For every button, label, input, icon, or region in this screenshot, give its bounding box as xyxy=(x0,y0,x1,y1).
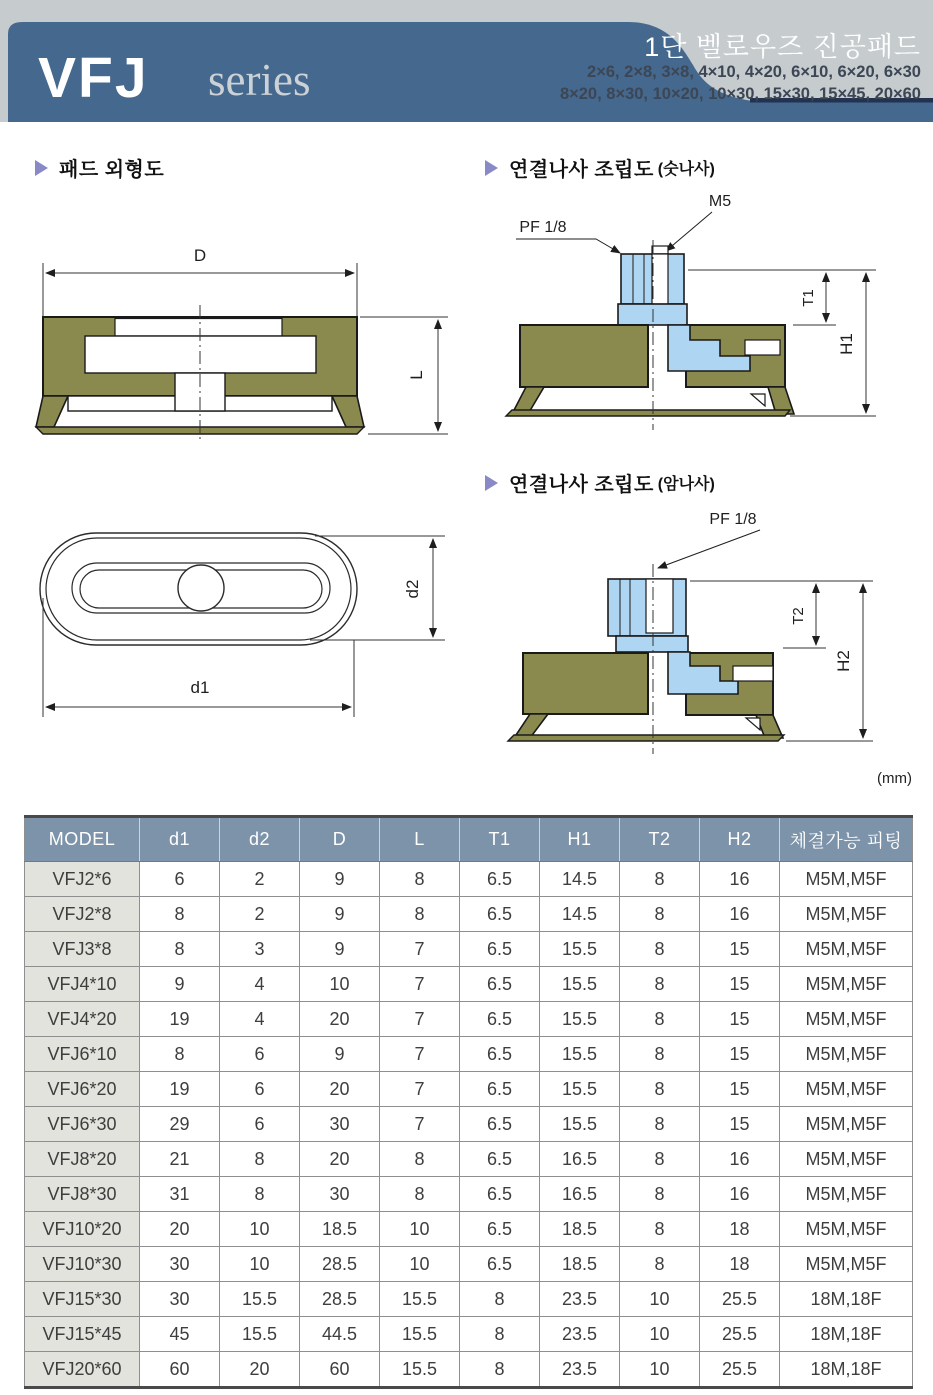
table-row xyxy=(25,1107,913,1142)
value-cell: 6.5 xyxy=(460,1212,540,1247)
table-head xyxy=(25,817,913,862)
value-cell: 15.5 xyxy=(540,1072,620,1107)
pad-bottom-view-drawing xyxy=(20,493,450,751)
value-cell: 15 xyxy=(700,1107,780,1142)
value-cell: 8 xyxy=(220,1142,300,1177)
value-cell: 45 xyxy=(140,1317,220,1352)
model-cell: VFJ8*20 xyxy=(25,1142,140,1177)
value-cell: 8 xyxy=(140,897,220,932)
table-row xyxy=(25,1247,913,1282)
value-cell: 30 xyxy=(300,1107,380,1142)
value-cell: 8 xyxy=(380,1142,460,1177)
value-cell: 8 xyxy=(140,932,220,967)
value-cell: 18 xyxy=(700,1212,780,1247)
value-cell: 10 xyxy=(380,1212,460,1247)
value-cell: 18 xyxy=(700,1247,780,1282)
value-cell: 28.5 xyxy=(300,1282,380,1317)
value-cell: 8 xyxy=(140,1037,220,1072)
value-cell: 9 xyxy=(300,897,380,932)
value-cell: 8 xyxy=(380,862,460,897)
model-cell: VFJ3*8 xyxy=(25,932,140,967)
value-cell: 20 xyxy=(300,1002,380,1037)
value-cell: 25.5 xyxy=(700,1352,780,1388)
column-header: 체결가능 피팅 xyxy=(780,817,913,862)
value-cell: 6.5 xyxy=(460,1072,540,1107)
model-cell: VFJ4*10 xyxy=(25,967,140,1002)
value-cell: 8 xyxy=(620,897,700,932)
value-cell: 2 xyxy=(220,862,300,897)
label-pf18: PF 1/8 xyxy=(519,219,567,236)
section-subtitle: (숫나사) xyxy=(657,161,715,178)
value-cell: 9 xyxy=(300,932,380,967)
value-cell: 10 xyxy=(620,1317,700,1352)
model-cell: VFJ6*30 xyxy=(25,1107,140,1142)
value-cell: 8 xyxy=(620,967,700,1002)
size-list xyxy=(560,61,921,105)
table-row xyxy=(25,1037,913,1072)
model-cell: VFJ20*60 xyxy=(25,1352,140,1388)
value-cell: 15 xyxy=(700,967,780,1002)
value-cell: 60 xyxy=(140,1352,220,1388)
dim-label-T2: T2 xyxy=(790,607,807,625)
value-cell: 8 xyxy=(620,1212,700,1247)
column-header: D xyxy=(300,817,380,862)
value-cell: 15.5 xyxy=(380,1282,460,1317)
dim-label-T1: T1 xyxy=(800,289,817,307)
value-cell: 15 xyxy=(700,932,780,967)
value-cell: 4 xyxy=(220,1002,300,1037)
value-cell: 15.5 xyxy=(380,1352,460,1388)
value-cell: M5M,M5F xyxy=(780,1037,913,1072)
value-cell: 8 xyxy=(620,932,700,967)
size-list-line2: 8×20, 8×30, 10×20, 10×30, 15×30, 15×45, 20×60 xyxy=(559,85,921,103)
series-brand: VFJ xyxy=(38,46,149,110)
value-cell: 10 xyxy=(380,1247,460,1282)
model-cell: VFJ2*8 xyxy=(25,897,140,932)
value-cell: 8 xyxy=(220,1177,300,1212)
series-brand-suffix: series xyxy=(208,55,311,105)
male-thread-assembly-drawing xyxy=(468,188,928,460)
pad-cross-section-drawing xyxy=(20,205,450,450)
value-cell: 10 xyxy=(620,1282,700,1317)
value-cell: 10 xyxy=(220,1212,300,1247)
value-cell: 16 xyxy=(700,1142,780,1177)
table-row xyxy=(25,967,913,1002)
model-cell: VFJ10*30 xyxy=(25,1247,140,1282)
value-cell: 18M,18F xyxy=(780,1317,913,1352)
value-cell: 6.5 xyxy=(460,1177,540,1212)
size-list-line1: 2×6, 2×8, 3×8, 4×10, 4×20, 6×10, 6×20, 6×30 xyxy=(587,63,921,81)
spec-table xyxy=(24,815,913,1389)
spec-table-container xyxy=(24,815,912,1389)
value-cell: 14.5 xyxy=(540,862,620,897)
units-note: (mm) xyxy=(877,770,912,787)
value-cell: 8 xyxy=(380,1177,460,1212)
value-cell: 6.5 xyxy=(460,1107,540,1142)
model-cell: VFJ6*10 xyxy=(25,1037,140,1072)
dim-label-D: D xyxy=(193,246,207,265)
value-cell: 15.5 xyxy=(540,967,620,1002)
value-cell: 8 xyxy=(620,1002,700,1037)
value-cell: 15 xyxy=(700,1037,780,1072)
value-cell: 30 xyxy=(140,1247,220,1282)
value-cell: 14.5 xyxy=(540,897,620,932)
value-cell: 8 xyxy=(620,1142,700,1177)
label-pf18: PF 1/8 xyxy=(709,511,757,528)
value-cell: 16.5 xyxy=(540,1142,620,1177)
value-cell: 23.5 xyxy=(540,1282,620,1317)
value-cell: 18M,18F xyxy=(780,1352,913,1388)
value-cell: 8 xyxy=(460,1352,540,1388)
value-cell: 28.5 xyxy=(300,1247,380,1282)
value-cell: 20 xyxy=(300,1142,380,1177)
value-cell: 18.5 xyxy=(540,1247,620,1282)
model-cell: VFJ4*20 xyxy=(25,1002,140,1037)
section-title: 패드 외형도 xyxy=(59,159,165,181)
triangle-bullet-icon xyxy=(485,475,498,491)
value-cell: 15.5 xyxy=(380,1317,460,1352)
table-row xyxy=(25,1177,913,1212)
value-cell: 10 xyxy=(220,1247,300,1282)
value-cell: 8 xyxy=(620,1037,700,1072)
value-cell: 20 xyxy=(140,1212,220,1247)
value-cell: 15 xyxy=(700,1002,780,1037)
value-cell: 6.5 xyxy=(460,862,540,897)
table-row xyxy=(25,1317,913,1352)
value-cell: 19 xyxy=(140,1072,220,1107)
section-title: 연결나사 조립도 xyxy=(509,159,654,181)
table-row xyxy=(25,1352,913,1388)
value-cell: 7 xyxy=(380,932,460,967)
value-cell: 8 xyxy=(620,1177,700,1212)
value-cell: 9 xyxy=(300,862,380,897)
column-header: H1 xyxy=(540,817,620,862)
value-cell: 25.5 xyxy=(700,1282,780,1317)
model-cell: VFJ10*20 xyxy=(25,1212,140,1247)
value-cell: 7 xyxy=(380,1037,460,1072)
value-cell: 6.5 xyxy=(460,897,540,932)
value-cell: 8 xyxy=(620,862,700,897)
table-row xyxy=(25,1282,913,1317)
table-row xyxy=(25,1072,913,1107)
column-header: T2 xyxy=(620,817,700,862)
value-cell: M5M,M5F xyxy=(780,1212,913,1247)
dim-label-d2: d2 xyxy=(403,579,422,599)
value-cell: 15.5 xyxy=(540,1002,620,1037)
value-cell: 6 xyxy=(220,1107,300,1142)
value-cell: M5M,M5F xyxy=(780,1142,913,1177)
value-cell: M5M,M5F xyxy=(780,1107,913,1142)
value-cell: 29 xyxy=(140,1107,220,1142)
model-cell: VFJ15*45 xyxy=(25,1317,140,1352)
value-cell: 7 xyxy=(380,1107,460,1142)
value-cell: 8 xyxy=(620,1072,700,1107)
triangle-bullet-icon xyxy=(35,160,48,176)
value-cell: 7 xyxy=(380,1002,460,1037)
value-cell: 6 xyxy=(140,862,220,897)
value-cell: M5M,M5F xyxy=(780,932,913,967)
value-cell: 6.5 xyxy=(460,1037,540,1072)
value-cell: 7 xyxy=(380,1072,460,1107)
value-cell: 30 xyxy=(140,1282,220,1317)
value-cell: 21 xyxy=(140,1142,220,1177)
table-row xyxy=(25,1002,913,1037)
value-cell: 60 xyxy=(300,1352,380,1388)
table-body xyxy=(25,862,913,1388)
section-pad-outline xyxy=(35,153,164,182)
value-cell: 10 xyxy=(620,1352,700,1388)
dim-label-d1: d1 xyxy=(190,678,210,697)
label-m5: M5 xyxy=(708,193,732,210)
table-row xyxy=(25,897,913,932)
column-header: MODEL xyxy=(25,817,140,862)
value-cell: 15.5 xyxy=(540,1037,620,1072)
value-cell: 19 xyxy=(140,1002,220,1037)
value-cell: 15 xyxy=(700,1072,780,1107)
value-cell: 4 xyxy=(220,967,300,1002)
value-cell: 25.5 xyxy=(700,1317,780,1352)
triangle-bullet-icon xyxy=(485,160,498,176)
column-header: L xyxy=(380,817,460,862)
table-row xyxy=(25,862,913,897)
column-header: T1 xyxy=(460,817,540,862)
female-thread-assembly-drawing xyxy=(468,496,928,788)
table-row xyxy=(25,1212,913,1247)
value-cell: 16 xyxy=(700,897,780,932)
value-cell: 6.5 xyxy=(460,1142,540,1177)
page-header xyxy=(0,0,933,122)
value-cell: 8 xyxy=(620,1247,700,1282)
value-cell: 8 xyxy=(460,1282,540,1317)
model-cell: VFJ15*30 xyxy=(25,1282,140,1317)
value-cell: 15.5 xyxy=(220,1317,300,1352)
value-cell: 18.5 xyxy=(540,1212,620,1247)
table-header-row xyxy=(25,817,913,862)
value-cell: 8 xyxy=(380,897,460,932)
value-cell: 15.5 xyxy=(220,1282,300,1317)
value-cell: 3 xyxy=(220,932,300,967)
value-cell: 30 xyxy=(300,1177,380,1212)
value-cell: 8 xyxy=(620,1107,700,1142)
section-female-assembly xyxy=(485,468,715,497)
value-cell: 18M,18F xyxy=(780,1282,913,1317)
value-cell: 8 xyxy=(460,1317,540,1352)
value-cell: M5M,M5F xyxy=(780,897,913,932)
value-cell: 18.5 xyxy=(300,1212,380,1247)
model-cell: VFJ2*6 xyxy=(25,862,140,897)
value-cell: 15.5 xyxy=(540,932,620,967)
value-cell: 23.5 xyxy=(540,1317,620,1352)
value-cell: 23.5 xyxy=(540,1352,620,1388)
value-cell: 16.5 xyxy=(540,1177,620,1212)
dim-label-L: L xyxy=(407,370,426,380)
value-cell: 6 xyxy=(220,1037,300,1072)
value-cell: 15.5 xyxy=(540,1107,620,1142)
dim-label-H1: H1 xyxy=(837,333,856,355)
value-cell: 44.5 xyxy=(300,1317,380,1352)
value-cell: 20 xyxy=(220,1352,300,1388)
value-cell: 7 xyxy=(380,967,460,1002)
value-cell: 6.5 xyxy=(460,1002,540,1037)
value-cell: 6 xyxy=(220,1072,300,1107)
table-row xyxy=(25,1142,913,1177)
value-cell: 9 xyxy=(300,1037,380,1072)
model-cell: VFJ6*20 xyxy=(25,1072,140,1107)
value-cell: 16 xyxy=(700,862,780,897)
product-title: 1단 벨로우즈 진공패드 xyxy=(644,32,921,62)
column-header: d2 xyxy=(220,817,300,862)
value-cell: 31 xyxy=(140,1177,220,1212)
value-cell: M5M,M5F xyxy=(780,1072,913,1107)
value-cell: M5M,M5F xyxy=(780,967,913,1002)
value-cell: 6.5 xyxy=(460,967,540,1002)
value-cell: M5M,M5F xyxy=(780,862,913,897)
value-cell: M5M,M5F xyxy=(780,1247,913,1282)
value-cell: 20 xyxy=(300,1072,380,1107)
value-cell: M5M,M5F xyxy=(780,1002,913,1037)
dim-label-H2: H2 xyxy=(834,650,853,672)
column-header: d1 xyxy=(140,817,220,862)
value-cell: 6.5 xyxy=(460,1247,540,1282)
value-cell: 16 xyxy=(700,1177,780,1212)
value-cell: 10 xyxy=(300,967,380,1002)
value-cell: 9 xyxy=(140,967,220,1002)
section-subtitle: (암나사) xyxy=(657,476,715,493)
section-title: 연결나사 조립도 xyxy=(509,474,654,496)
value-cell: 2 xyxy=(220,897,300,932)
column-header: H2 xyxy=(700,817,780,862)
value-cell: 6.5 xyxy=(460,932,540,967)
model-cell: VFJ8*30 xyxy=(25,1177,140,1212)
table-row xyxy=(25,932,913,967)
value-cell: M5M,M5F xyxy=(780,1177,913,1212)
section-male-assembly xyxy=(485,153,715,182)
